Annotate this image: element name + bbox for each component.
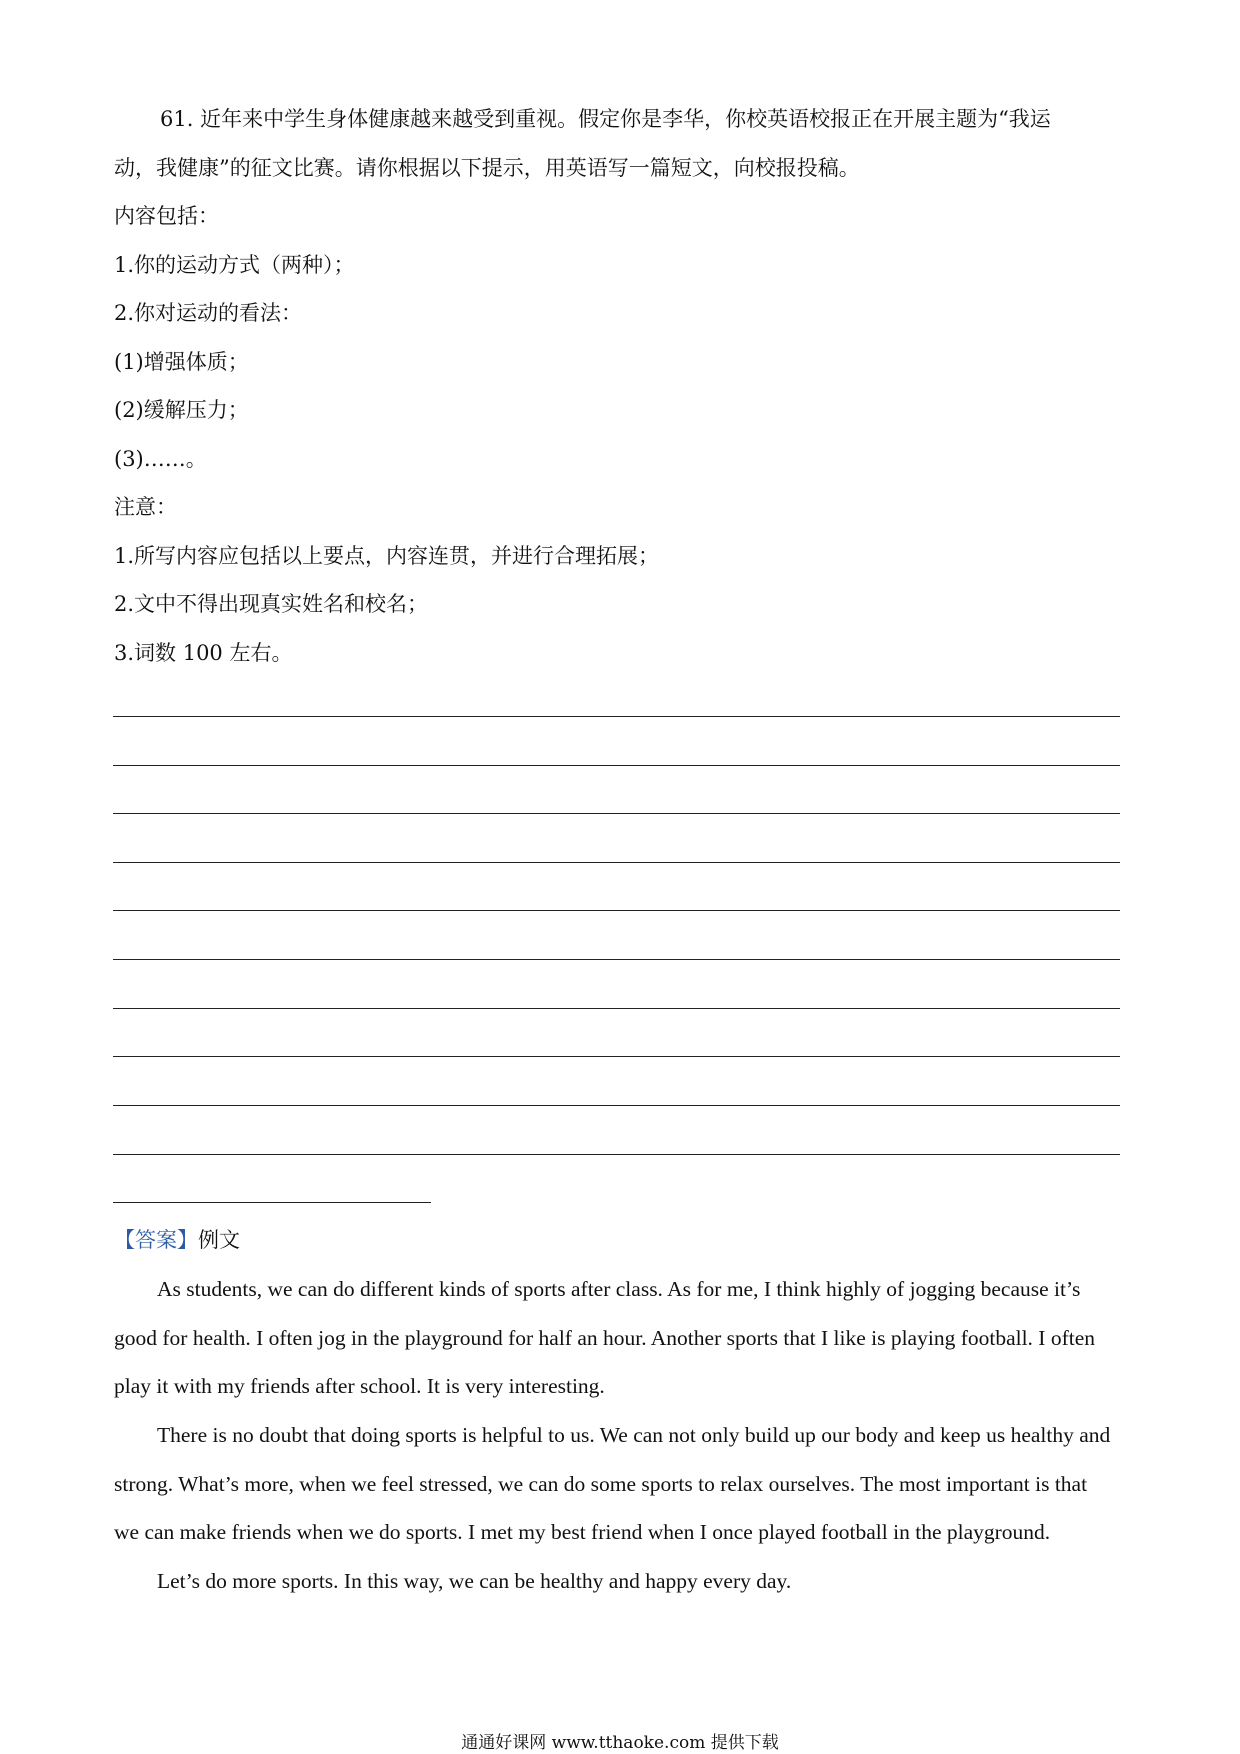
answer-line: There is no doubt that doing sports is helpful to us. We can not only build up our body and keep us healthy and xyxy=(157,1423,1111,1447)
answer-line: good for health. I often jog in the playground for half an hour. Another sports that I like is playing football. I often xyxy=(114,1326,1096,1350)
answer-line: play it with my friends after school. It is very interesting. xyxy=(114,1374,605,1398)
question-line-1: 61. 近年来中学生身体健康越来越受到重视。假定你是李华，你校英语校报正在开展主题为“我运 xyxy=(160,107,1051,131)
notes-heading: 注意： xyxy=(114,495,177,519)
content-item: (1)增强体质； xyxy=(114,350,249,374)
answer-line: Let’s do more sports. In this way, we can be healthy and happy every day. xyxy=(157,1569,792,1593)
writing-line xyxy=(113,813,1120,814)
answer-label: 例文 xyxy=(198,1228,240,1252)
writing-line xyxy=(113,716,1120,717)
writing-line xyxy=(113,862,1120,863)
content-item: (3)……。 xyxy=(114,447,207,471)
content-item: (2)缓解压力； xyxy=(114,398,249,422)
question-line-2: 动，我健康”的征文比赛。请你根据以下提示，用英语写一篇短文，向校报投稿。 xyxy=(114,156,860,180)
content-item: 1.你的运动方式（两种）； xyxy=(114,253,355,277)
writing-line xyxy=(113,1008,1120,1009)
note-item: 1.所写内容应包括以上要点，内容连贯，并进行合理拓展； xyxy=(114,544,660,568)
answer-tag: 【答案】 xyxy=(114,1228,198,1252)
writing-line xyxy=(113,765,1120,766)
answer-line: strong. What’s more, when we feel stressed, we can do some sports to relax ourselves. The most important is that xyxy=(114,1472,1088,1496)
writing-line xyxy=(113,910,1120,911)
note-item: 3.词数 100 左右。 xyxy=(114,641,293,665)
answer-heading xyxy=(114,1225,240,1255)
page-footer: 通通好课网 www.tthaoke.com 提供下载 xyxy=(461,1733,779,1753)
writing-line xyxy=(113,1105,1120,1106)
writing-line-short xyxy=(113,1202,431,1203)
note-item: 2.文中不得出现真实姓名和校名； xyxy=(114,592,429,616)
writing-line xyxy=(113,1154,1120,1155)
answer-line: we can make friends when we do sports. I met my best friend when I once played football in the playground. xyxy=(114,1520,1051,1544)
answer-line: As students, we can do different kinds of sports after class. As for me, I think highly of jogging because it’s xyxy=(157,1277,1081,1301)
writing-line xyxy=(113,959,1120,960)
writing-line xyxy=(113,1056,1120,1057)
content-heading: 内容包括： xyxy=(114,204,219,228)
content-item: 2.你对运动的看法： xyxy=(114,301,303,325)
